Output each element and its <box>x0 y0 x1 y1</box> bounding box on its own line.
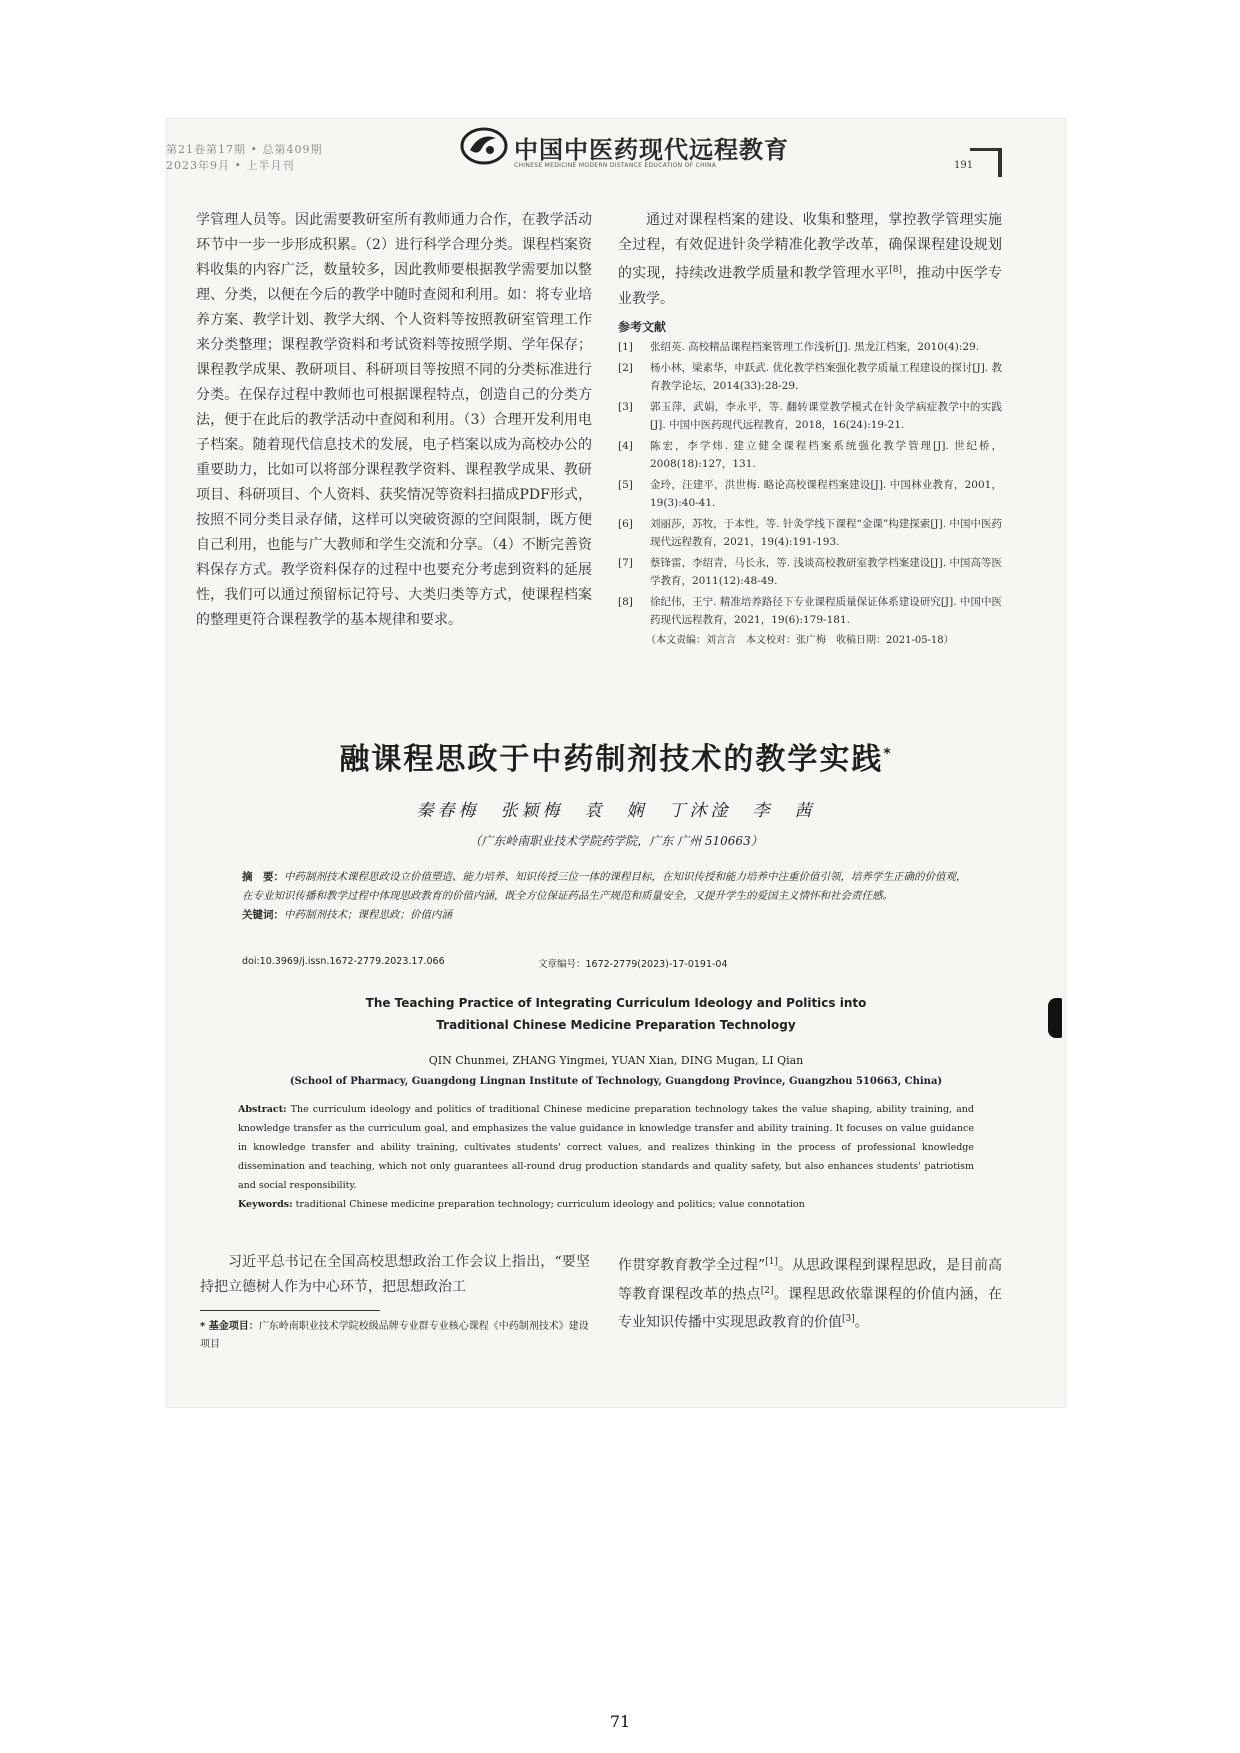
body-right-column <box>618 1250 1002 1336</box>
title-footnote-mark: * <box>883 746 893 762</box>
references-heading: 参考文献 <box>618 319 667 334</box>
journal-page-number: 191 <box>954 160 974 171</box>
journal-logo-icon <box>460 126 512 166</box>
article-affiliation: （广东岭南职业技术学院药学院，广东 广州 510663） <box>469 834 763 848</box>
english-title: The Teaching Practice of Integrating Curriculum Ideology and Politics into Traditional Chinese Medicine Preparation Technology <box>365 996 867 1032</box>
issue-line-1: 第21卷第17期 • 总第409期 <box>166 143 323 156</box>
article-authors: 秦春梅 张颖梅 袁 娴 丁沐淦 李 茜 <box>416 801 816 821</box>
journal-title: 中国中医药现代远程教育 <box>514 136 789 164</box>
english-abstract <box>238 1100 974 1214</box>
fund-note: * 基金项目：广东岭南职业技术学院校级品牌专业群专业核心课程《中药制剂技术》建设项目 <box>200 1321 589 1350</box>
abstract: Abstract: The curriculum ideology and politics of traditional Chinese medicine preparation technology takes the value shaping, ability training, and knowledge transfer as the curriculum goal, and emphasizes the value guidance in knowledge transfer and ability training. It focuses on value guidance in knowledge transfer and ability training, cultivates students' correct values, and realizes thinking in the process of professional knowledge dissemination and teaching, which not only guarantees all-round drug production standards and quality safety, but also enhances students' patriotism and social responsibility. <box>238 1104 974 1191</box>
reference-list <box>618 338 1002 629</box>
editor-note: （本文责编：刘言言 本文校对：张广梅 收稿日期：2021-05-18） <box>646 634 954 646</box>
english-affiliation: (School of Pharmacy, Guangdong Lingnan Institute of Technology, Guangdong Province, Guangzhou 510663, China) <box>289 1076 943 1087</box>
keywords: Keywords: traditional Chinese medicine preparation technology; curriculum ideology and politics; value connotation <box>238 1199 805 1210</box>
chinese-abstract <box>242 868 972 925</box>
previous-article-left-column <box>196 208 592 633</box>
reference-item: [5] 金玲，汪建平，洪世梅. 略论高校课程档案建设[J]. 中国林业教育，2001，19(3):40-41. <box>618 478 1002 509</box>
citation: [8] <box>889 265 903 275</box>
page-corner-mark <box>970 148 1002 177</box>
doi: doi:10.3969/j.issn.1672-2779.2023.17.066 <box>242 956 445 967</box>
article-number: 文章编号：1672-2779(2023)-17-0191-04 <box>538 959 728 970</box>
reference-item: [6] 刘丽莎，苏牧，于本性，等. 针灸学线下课程“金课”构建探索[J]. 中国中医药现代远程教育，2021，19(4):191-193. <box>618 517 1002 548</box>
keywords: 关键词：中药制剂技术；课程思政；价值内涵 <box>242 909 452 921</box>
article-title: 融课程思政于中药制剂技术的教学实践* <box>339 742 893 777</box>
footnote-divider <box>200 1310 380 1311</box>
citation: [3] <box>842 1314 855 1325</box>
reference-item: [1] 张绍英. 高校精品课程档案管理工作浅析[J]. 黑龙江档案，2010(4):29. <box>618 340 980 353</box>
body-left-column <box>200 1250 590 1300</box>
doi-row <box>242 956 972 970</box>
paragraph: 习近平总书记在全国高校思想政治工作会议上指出，“要坚持把立德树人作为中心环节，把思想政治工 <box>200 1254 590 1295</box>
citation: [1] <box>765 1257 778 1267</box>
reference-item: [4] 陈宏，李学炜. 建立健全课程档案系统强化教学管理[J]. 世纪桥，2008(18):127，131. <box>618 439 1002 470</box>
paragraph: 学管理人员等。因此需要教研室所有教师通力合作，在教学活动环节中一步一步形成积累。（2）进行科学合理分类。课程档案资料收集的内容广泛，数量较多，因此教师要根据教学需要加以整理、分类，以便在今后的教学中随时查阅和利用。如：将专业培养方案、教学计划、教学大纲、个人资料等按照教研室管理工作来分类整理；课程教学资料和考试资料等按照学期、学年保存；课程教学成果、教研项目、科研项目等按照不同的分类标准进行分类。在保存过程中教师也可根据课程特点，创造自己的分类方法，便于在此后的教学活动中查阅和利用。（3）合理开发利用电子档案。随着现代信息技术的发展，电子档案以成为高校办公的重要助力，比如可以将部分课程教学资料、课程教学成果、教研项目、科研项目、个人资料、获奖情况等资料扫描成PDF形式，按照不同分类目录存储，这样可以突破资源的空间限制，既方便自己利用，也能与广大教师和学生交流和分享。（4）不断完善资料保存方式。教学资料保存的过程中也要充分考虑到资料的延展性，我们可以通过预留标记符号、大类归类等方式，使课程档案的整理更符合课程教学的基本规律和要求。 <box>196 212 592 628</box>
reference-item: [3] 郭玉萍，武娟，李永平，等. 翻转课堂教学模式在针灸学病症教学中的实践[J]. 中国中医药现代远程教育，2018，16(24):19-21. <box>618 400 1002 431</box>
abstract: 摘 要：中药制剂技术课程思政设立价值塑造、能力培养、知识传授三位一体的课程目标，在知识传授和能力培养中注重价值引领，培养学生正确的价值观，在专业知识传播和教学过程中体现思政教育的价值内涵，既全方位保证药品生产规范和质量安全，又提升学生的爱国主义情怀和社会责任感。 <box>242 871 967 902</box>
citation: [2] <box>760 1285 774 1296</box>
page-number: 71 <box>609 1712 631 1731</box>
binding-mark <box>1048 998 1062 1038</box>
paragraph: 作贯穿教育教学全过程”[1]。从思政课程到课程思政，是目前高等教育课程改革的热点[2]。课程思政依靠课程的价值内涵，在专业知识传播中实现思政教育的价值[3]。 <box>618 1257 1003 1331</box>
issue-info <box>166 142 322 174</box>
journal-subtitle: CHINESE MEDICINE MODERN DISTANCE EDUCATION OF CHINA <box>514 162 717 169</box>
paragraph: 通过对课程档案的建设、收集和整理，掌控教学管理实施全过程，有效促进针灸学精准化教学改革，确保课程建设规划的实现，持续改进教学质量和教学管理水平[8]，推动中医学专业教学。 <box>618 212 1002 307</box>
reference-item: [8] 徐纪伟，王宁. 精准培养路径下专业课程质量保证体系建设研究[J]. 中国中医药现代远程教育，2021，19(6):179-181. <box>618 595 1002 626</box>
issue-line-2: 2023年9月 • 上半月刊 <box>166 159 295 172</box>
previous-article-right-column <box>618 208 1002 650</box>
english-authors: QIN Chunmei, ZHANG Yingmei, YUAN Xian, DING Mugan, LI Qian <box>428 1054 804 1067</box>
reference-item: [2] 杨小林，梁素华，申跃武. 优化教学档案强化教学质量工程建设的探讨[J]. 教育教学论坛，2014(33):28-29. <box>618 361 1002 392</box>
reference-item: [7] 蔡锋雷，李绍青，马长永，等. 浅谈高校教研室教学档案建设[J]. 中国高等医学教育，2011(12):48-49. <box>618 556 1002 587</box>
